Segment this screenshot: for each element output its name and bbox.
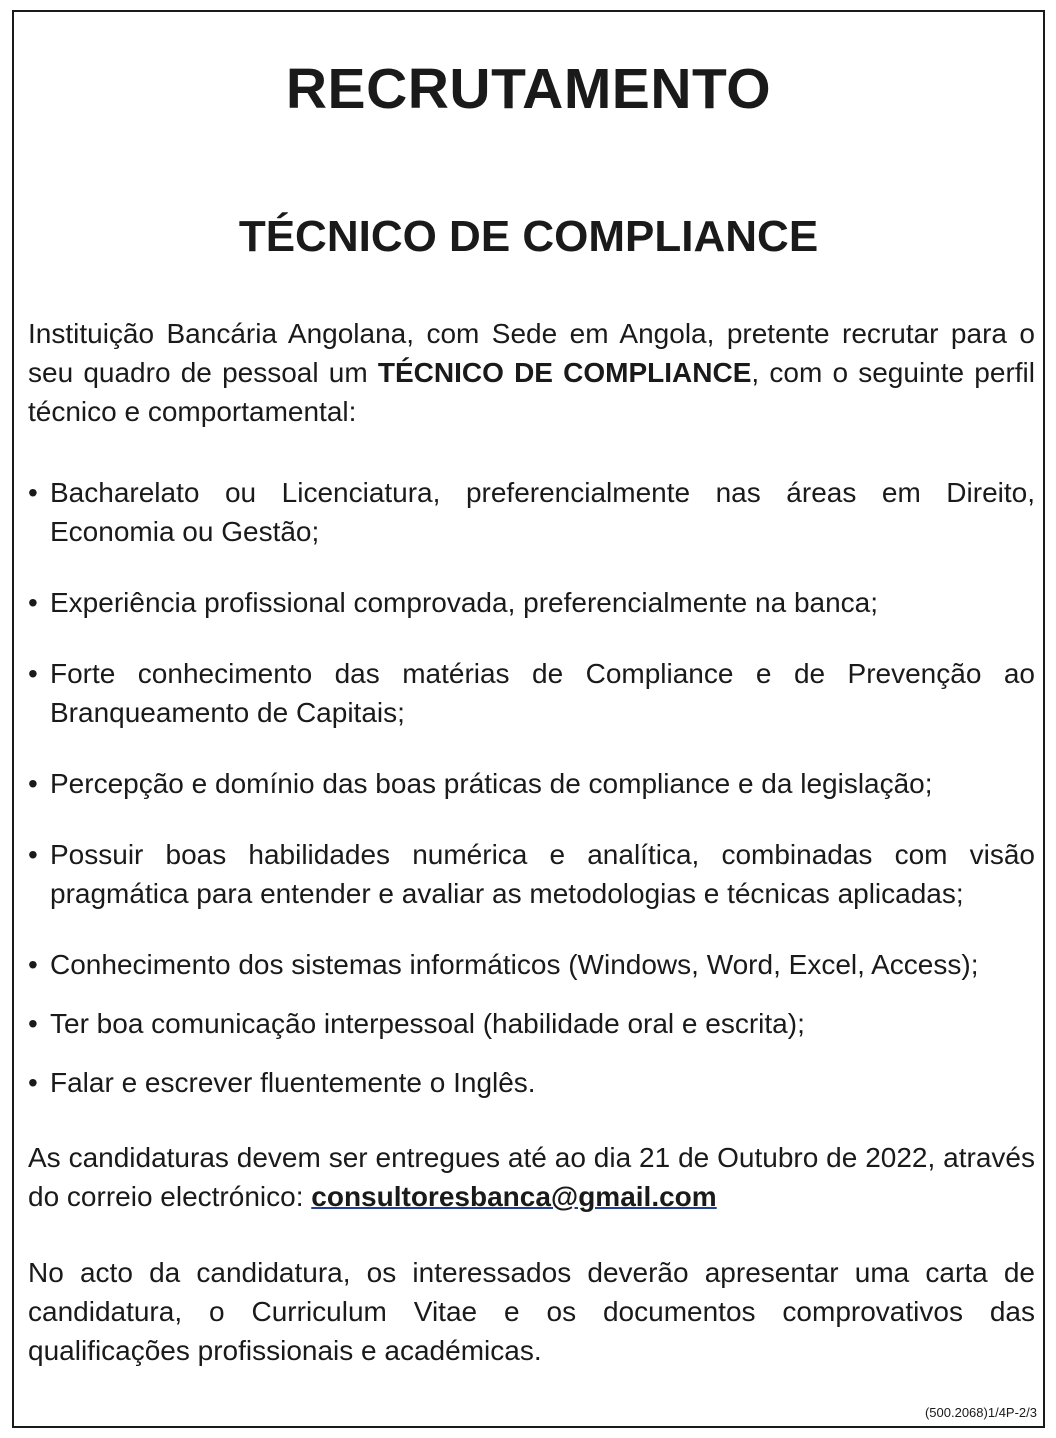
position-title: TÉCNICO DE COMPLIANCE: [238, 212, 819, 261]
requirement-item: • Ter boa comunicação interpessoal (habilidade oral e escrita);: [28, 1004, 1035, 1043]
requirement-item: • Bacharelato ou Licenciatura, preferencialmente nas áreas em Direito, Economia ou Gestão;: [28, 473, 1035, 551]
requirement-item: • Conhecimento dos sistemas informáticos (Windows, Word, Excel, Access);: [28, 945, 1035, 984]
requirement-item: • Possuir boas habilidades numérica e analítica, combinadas com visão pragmática para entender e avaliar as metodologias e técnicas aplicadas;: [28, 835, 1035, 913]
requirements-list: [28, 473, 1035, 1102]
requirement-item: • Percepção e domínio das boas práticas de compliance e da legislação;: [28, 764, 1035, 803]
deadline-text: As candidaturas devem ser entregues até ao dia 21 de Outubro de 2022, através do correio electrónico:: [28, 1142, 1035, 1212]
requirement-item: • Experiência profissional comprovada, preferencialmente na banca;: [28, 583, 1035, 622]
requirement-item: • Forte conhecimento das matérias de Compliance e de Prevenção ao Branqueamento de Capitais;: [28, 654, 1035, 732]
reference-code: (500.2068)1/4P-2/3: [924, 1405, 1037, 1420]
ad-frame: [12, 10, 1045, 1428]
email-link[interactable]: consultoresbanca@gmail.com: [311, 1181, 717, 1212]
intro-highlight: TÉCNICO DE COMPLIANCE: [377, 357, 752, 388]
ad-body: [28, 314, 1035, 1370]
intro-text-start: Instituição Bancária Angolana, com Sede em Angola, pretente recrutar para o seu quadro de pessoal um: [28, 318, 1035, 388]
intro-paragraph: [28, 314, 1035, 431]
deadline-paragraph: [28, 1138, 1035, 1216]
ad-title: RECRUTAMENTO: [285, 57, 772, 121]
intro-text-end: , com o seguinte perfil técnico e comportamental:: [28, 357, 1035, 427]
requirement-item: • Falar e escrever fluentemente o Inglês.: [28, 1063, 1035, 1102]
closing-paragraph: No acto da candidatura, os interessados deverão apresentar uma carta de candidatura, o Curriculum Vitae e os documentos comprovativos das qualificações profissionais e académicas.: [28, 1257, 1035, 1366]
